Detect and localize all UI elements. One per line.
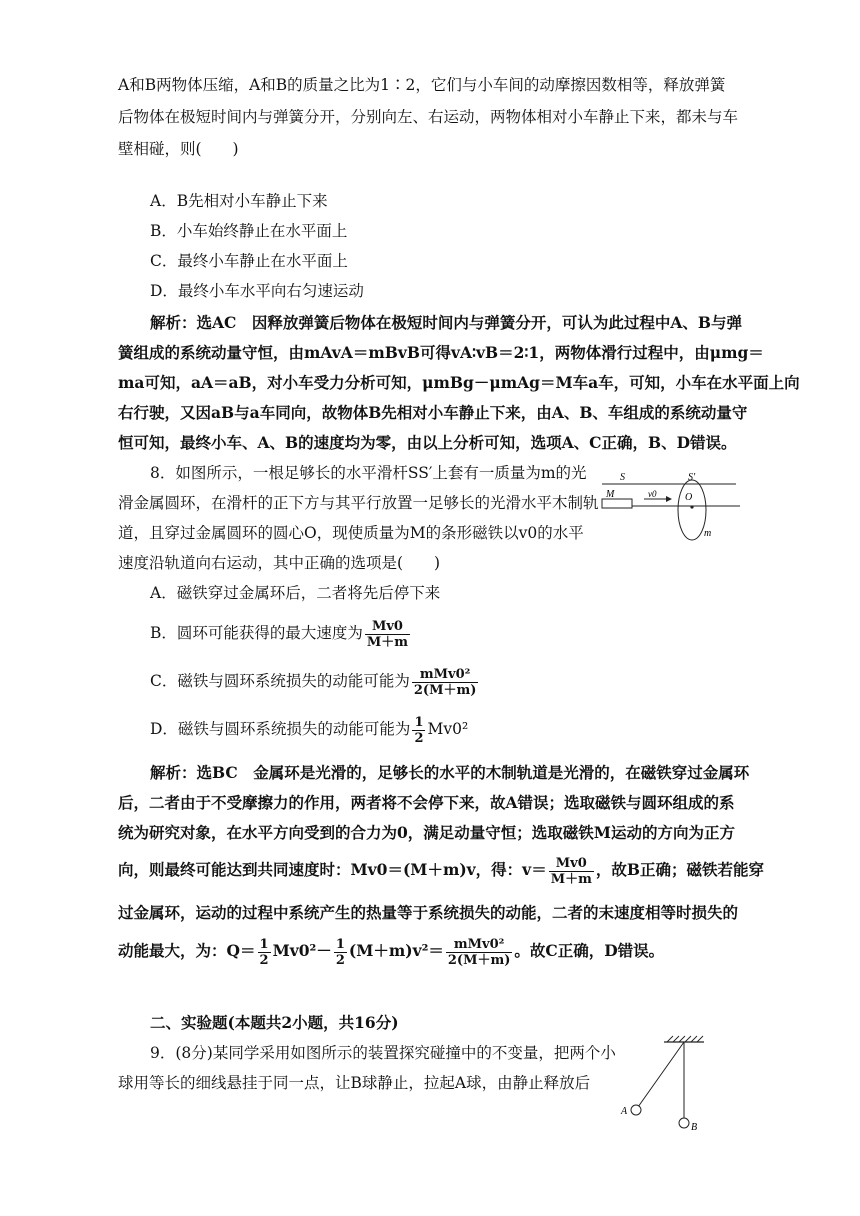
p9-line1: 9．(8分)某同学采用如图所示的装置探究碰撞中的不变量，把两个小	[150, 1044, 616, 1062]
ball-b	[679, 1118, 689, 1128]
p8-option-c	[150, 664, 480, 698]
p8-option-b-denominator: M＋m	[366, 634, 409, 650]
p8-solution-6-f1-denominator: 2	[259, 952, 269, 968]
p8-option-b	[150, 616, 412, 650]
p8-option-d-text: D．磁铁与圆环系统损失的动能可能为	[150, 720, 411, 738]
p8-solution-6-fraction-3	[446, 937, 513, 968]
p8-solution-6-f2-denominator: 2	[335, 952, 345, 968]
p7-solution-5: 恒可知，最终小车、A、B的速度均为零，由以上分析可知，选项A、C正确，B、D错误。	[118, 433, 737, 452]
bar-magnet	[602, 499, 632, 508]
p7-option-d: D．最终小车水平向右匀速运动	[150, 282, 364, 300]
metal-ring	[678, 480, 706, 540]
ball-a	[631, 1105, 641, 1115]
label-m-ring: m	[704, 528, 712, 539]
p8-solution-6-f3-numerator: mMv0²	[446, 937, 513, 953]
p8-solution-4-suffix: ，故B正确；磁铁若能穿	[595, 860, 764, 879]
p8-solution-6-f3-denominator: 2(M＋m)	[447, 952, 511, 968]
p8-solution-5: 过金属环，运动的过程中系统产生的热量等于系统损失的动能，二者的末速度相等时损失的	[118, 903, 739, 922]
p8-solution-6	[118, 933, 664, 969]
section-heading: 二、实验题(本题共2小题，共16分)	[150, 1013, 399, 1032]
p8-solution-6-text: 动能最大，为：Q＝	[118, 941, 256, 960]
velocity-arrowhead	[666, 496, 672, 502]
label-o: O	[685, 492, 693, 503]
p7-solution-3: ma可知，aA＝aB，对小车受力分析可知，μmBg－μmAg＝M车a车，可知，小车在水平面上向	[118, 373, 800, 392]
p8-line1: 8．如图所示，一根足够长的水平滑杆SS′上套有一质量为m的光	[150, 464, 587, 482]
p8-option-a: A．磁铁穿过金属环后，二者将先后停下来	[150, 584, 441, 602]
pendulum-figure	[612, 1030, 722, 1140]
label-a: A	[621, 1106, 628, 1117]
p8-option-b-text: B．圆环可能获得的最大速度为	[150, 624, 363, 642]
p8-option-d-fraction	[412, 715, 425, 746]
p8-solution-4-denominator: M＋m	[550, 871, 592, 887]
label-v0: v0	[648, 489, 657, 499]
p8-option-d	[150, 712, 468, 746]
p8-option-c-text: C．磁铁与圆环系统损失的动能可能为	[150, 672, 410, 690]
p8-option-c-denominator: 2(M＋m)	[413, 682, 477, 698]
p8-solution-4	[118, 852, 764, 888]
p8-solution-4-numerator: Mv0	[549, 856, 594, 872]
p8-solution-6-mid-2: (M＋m)v²＝	[348, 941, 444, 960]
magnet-ring-figure	[600, 470, 740, 550]
p8-line2: 滑金属圆环，在滑杆的正下方与其平行放置一足够长的光滑水平木制轨	[118, 494, 599, 512]
p8-solution-6-suffix: 。故C正确，D错误。	[514, 941, 665, 960]
p7-option-b: B．小车始终静止在水平面上	[150, 222, 348, 240]
label-m-magnet: M	[606, 489, 615, 500]
p8-solution-6-fraction-2	[334, 937, 347, 968]
p7-option-c: C．最终小车静止在水平面上	[150, 252, 348, 270]
p7-line2: 后物体在极短时间内与弹簧分开，分别向左、右运动，两物体相对小车静止下来，都未与车	[118, 108, 739, 126]
p8-solution-6-fraction-1	[258, 937, 271, 968]
p8-solution-6-f2-numerator: 1	[335, 936, 345, 952]
p8-option-b-fraction	[365, 619, 410, 650]
p8-option-c-numerator: mMv0²	[412, 667, 479, 683]
p7-option-a: A．B先相对小车静止下来	[150, 192, 328, 210]
p8-solution-3: 统为研究对象，在水平方向受到的合力为0，满足动量守恒；选取磁铁M运动的方向为正方	[118, 823, 735, 842]
p7-line1: A和B两物体压缩，A和B的质量之比为1∶2，它们与小车间的动摩擦因数相等，释放弹簧	[118, 76, 726, 94]
p8-option-b-numerator: Mv0	[365, 619, 410, 635]
p8-line3: 道，且穿过金属圆环的圆心O，现使质量为M的条形磁铁以v0的水平	[118, 524, 584, 542]
label-s-prime: S′	[688, 472, 696, 483]
p8-option-c-fraction	[412, 667, 479, 698]
p7-solution-2: 簧组成的系统动量守恒，由mAvA＝mBvB可得vA∶vB＝2∶1，两物体滑行过程中，由μmg＝	[118, 343, 764, 362]
p8-option-d-denominator: 2	[414, 730, 424, 746]
p8-option-d-numerator: 1	[414, 714, 424, 730]
p9-line2: 球用等长的细线悬挂于同一点，让B球静止，拉起A球，由静止释放后	[118, 1074, 591, 1092]
p8-solution-6-f1-numerator: 1	[259, 936, 269, 952]
p8-solution-4-text: 向，则最终可能达到共同速度时：Mv0＝(M＋m)v，得：v＝	[118, 860, 547, 879]
ceiling-hatching	[667, 1036, 703, 1042]
p8-line4: 速度沿轨道向右运动，其中正确的选项是( )	[118, 554, 441, 572]
p8-solution-4-fraction	[549, 856, 594, 887]
string-a	[638, 1042, 684, 1107]
p8-solution-6-mid-1: Mv0²－	[272, 941, 332, 960]
p7-solution-4: 右行驶，又因aB与a车同向，故物体B先相对小车静止下来，由A、B、车组成的系统动量守	[118, 403, 748, 422]
label-b: B	[691, 1122, 698, 1133]
p8-solution-1: 解析：选BC 金属环是光滑的，足够长的水平的木制轨道是光滑的，在磁铁穿过金属环	[150, 763, 750, 782]
ring-center-dot	[690, 505, 693, 508]
p7-solution-1: 解析：选AC 因释放弹簧后物体在极短时间内与弹簧分开，可认为此过程中A、B与弹	[150, 313, 742, 332]
p8-solution-2: 后，二者由于不受摩擦力的作用，两者将不会停下来，故A错误；选取磁铁与圆环组成的系	[118, 793, 735, 812]
label-s: S	[620, 472, 625, 483]
p8-option-d-suffix: Mv0²	[427, 720, 469, 738]
p7-line3: 壁相碰，则( )	[118, 140, 239, 158]
